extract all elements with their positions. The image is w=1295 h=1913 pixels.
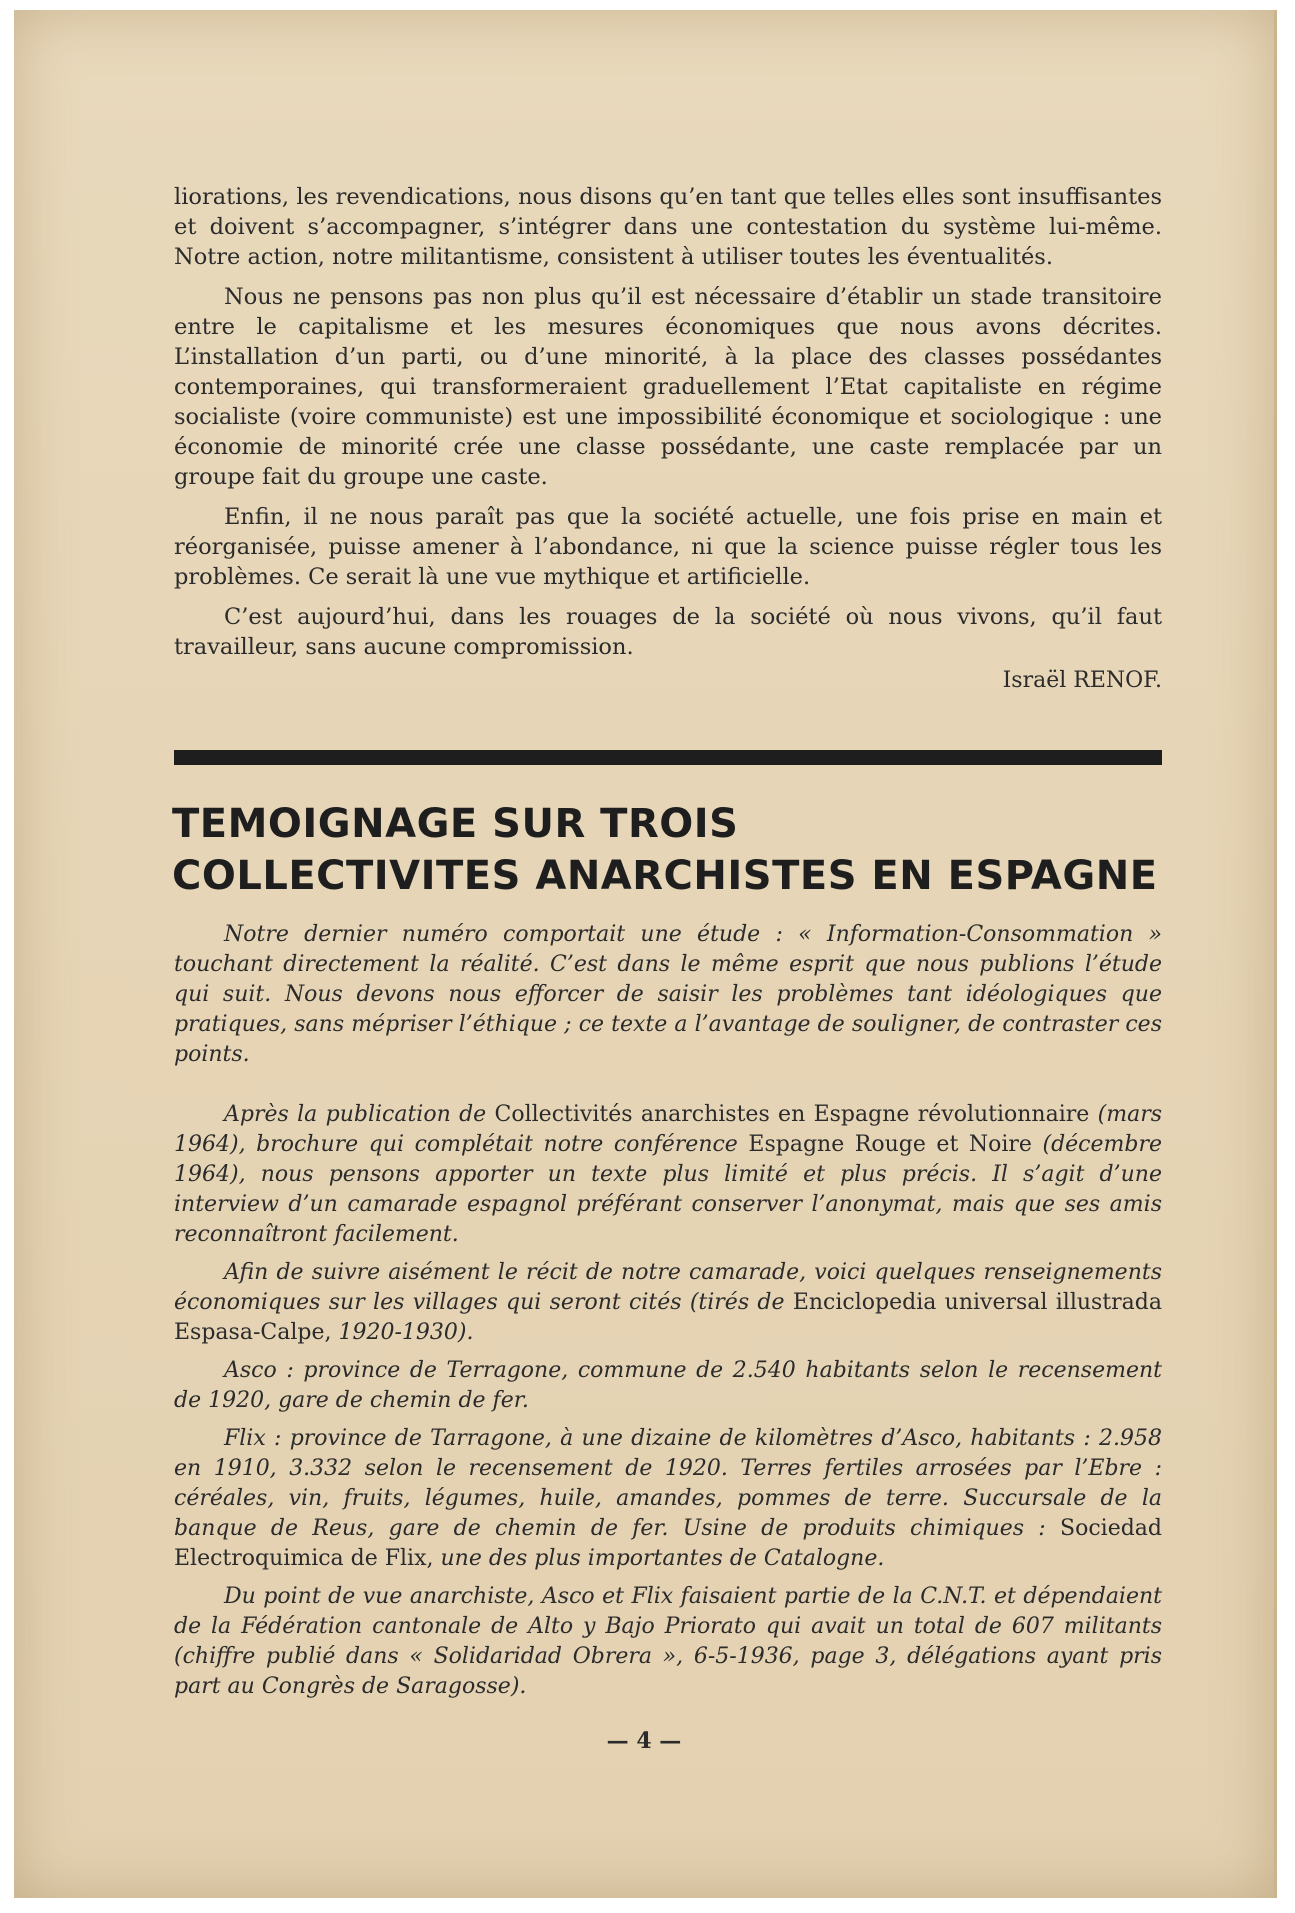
- paragraph: Asco : province de Terragone, commune de 2.540 habitants selon le recensement de 1920, gare de chemin de fer.: [174, 1358, 1162, 1413]
- text-run: (décembre 1964), nous pensons apporter un texte plus limité et plus précis. Il s’agit d’une interview d’un camarade espagnol préférant conserver l’anonymat, mais que ses amis reconnaîtront facilement.: [174, 1132, 1162, 1247]
- paragraph: [174, 1424, 1162, 1574]
- text-run: (mars 1964), brochure qui complétait notre conférence: [174, 1102, 1163, 1157]
- paragraph: Du point de vue anarchiste, Asco et Flix faisaient partie de la C.N.T. et dépendaient de la Fédération cantonale de Alto y Bajo Priorato qui avait un total de 607 militants (chiffre publié dans « Solidaridad Obrera », 6-5-1936, page 3, délégations ayant pris part au Congrès de Saragosse).: [174, 1584, 1162, 1699]
- headline-line-1: TEMOIGNAGE SUR TROIS: [172, 801, 739, 847]
- text-run: Après la publication de: [224, 1102, 487, 1127]
- text-run: une des plus importantes de Catalogne.: [440, 1546, 885, 1571]
- text-run: 1920-1930).: [338, 1320, 474, 1345]
- essay-conclusion: [174, 182, 1162, 706]
- article-headline: [172, 798, 1172, 902]
- author-signature: Israël RENOF.: [1002, 668, 1162, 693]
- text-run: Espagne Rouge et Noire: [748, 1132, 1032, 1157]
- text-run: Flix : province de Tarragone, à une dizaine de kilomètres d’Asco, habitants : 2.958 en 1910, 3.332 selon le recensement de 1920. Terres fertiles arrosées par l’Ebre : céréales, vin, fruits, légumes, huile, amandes, pommes de terre. Succursale de la banque de Reus, gare de chemin de fer. Usine de produits chimiques :: [174, 1426, 1162, 1541]
- headline-line-2: COLLECTIVITES ANARCHISTES EN ESPAGNE: [172, 853, 1158, 899]
- paragraph: Enfin, il ne nous paraît pas que la société actuelle, une fois prise en main et réorganisée, puisse amener à l’abondance, ni que la science puisse régler tous les problèmes. Ce serait là une vue mythique et artificielle.: [174, 504, 1162, 590]
- paragraph: [174, 1258, 1162, 1348]
- article-body: [174, 920, 1162, 1710]
- paragraph: [174, 1100, 1162, 1250]
- editorial-intro: Notre dernier numéro comportait une étude : « Information-Consommation » touchant directement la réalité. C’est dans le même esprit que nous publions l’étude qui suit. Nous devons nous efforcer de saisir les problèmes tant idéologiques que pratiques, sans mépriser l’éthique ; ce texte a l’avantage de souligner, de contraster ces points.: [174, 922, 1162, 1067]
- text-run: Afin de suivre aisément le récit de notre camarade, voici quelques renseignements économiques sur les villages qui seront cités (tirés de: [174, 1260, 1162, 1315]
- text-run: Sociedad Electroquimica de Flix,: [174, 1516, 1162, 1571]
- text-run: Enciclopedia universal illustrada Espasa-Calpe,: [174, 1290, 1162, 1345]
- paragraph: Nous ne pensons pas non plus qu’il est nécessaire d’établir un stade transitoire entre le capitalisme et les mesures économiques que nous avons décrites. L’installation d’un parti, ou d’une minorité, à la place des classes possédantes contemporaines, qui transformeraient graduellement l’Etat capitaliste en régime socialiste (voire communiste) est une impossibilité économique et sociologique : une économie de minorité crée une classe possédante, une caste remplacée par un groupe fait du groupe une caste.: [174, 284, 1162, 490]
- section-divider: [174, 750, 1162, 765]
- page-number: — 4 —: [606, 1728, 682, 1754]
- paragraph: liorations, les revendications, nous disons qu’en tant que telles elles sont insuffisantes et doivent s’accompagner, s’intégrer dans une contestation du système lui-même. Notre action, notre militantisme, consistent à utiliser toutes les éventualités.: [174, 184, 1162, 270]
- document-page: [14, 10, 1277, 1898]
- paragraph: C’est aujourd’hui, dans les rouages de la société où nous vivons, qu’il faut travailleur, sans aucune compromission.: [174, 604, 1162, 660]
- text-run: Collectivités anarchistes en Espagne révolutionnaire: [494, 1102, 1090, 1127]
